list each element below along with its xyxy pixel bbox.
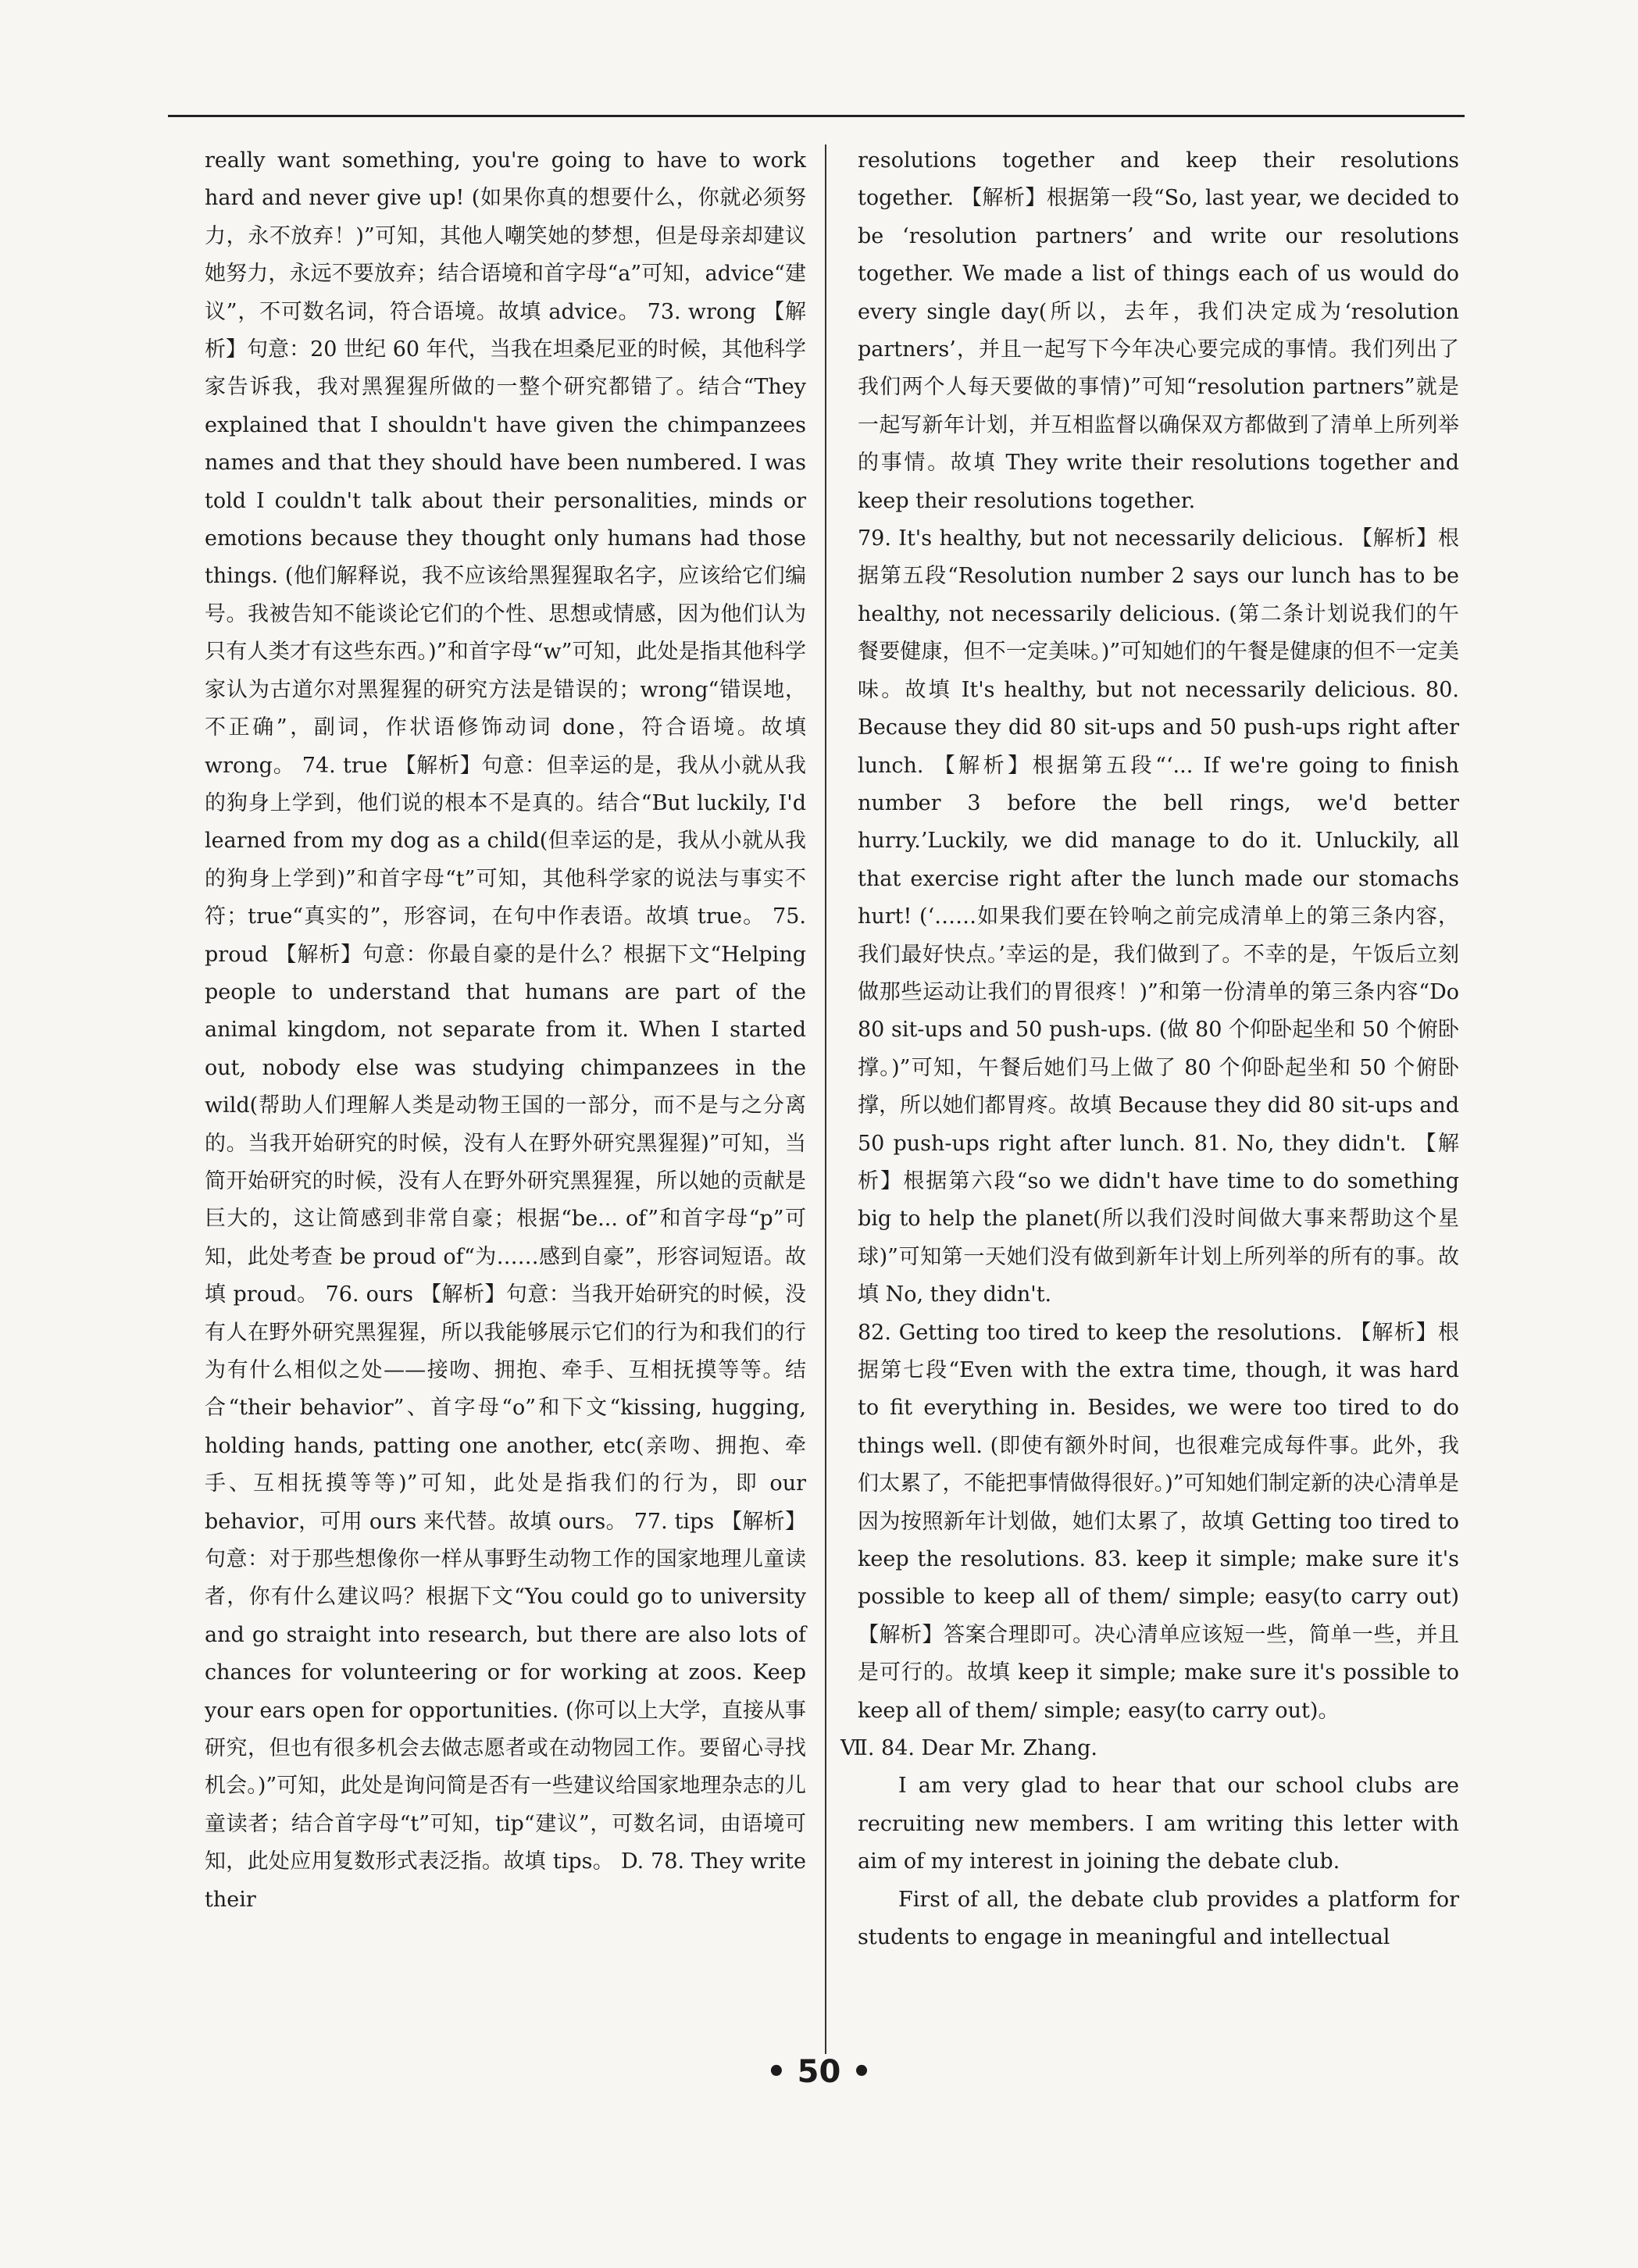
left-paragraph: really want something, you're going to have to work hard and never give up! (如果你真的想要什么，你就必须努力，永不放弃！)”可知，其他人嘲笑她的梦想，但是母亲却建议她努力，永远不要放弃；结合语境和首字母“a”可知，advice“建议”，不可数名词，符合语境。故填 advice。 73. wrong 【解析】句意：20 世纪 60 年代，当我在坦桑尼亚的时候，其他科学家告诉我，我对黑猩猩所做的一整个研究都错了。结合“They explained that I shouldn't have given the chimpanzees names and that they should have been numbered. I was told I couldn't talk about their personalities, minds or emotions because they thought only humans had those things. (他们解释说，我不应该给黑猩猩取名字，应该给它们编号。我被告知不能谈论它们的个性、思想或情感，因为他们认为只有人类才有这些东西。)”和首字母“w”可知，此处是指其他科学家认为古道尔对黑猩猩的研究方法是错误的；wrong“错误地，不正确”，副词，作状语修饰动词 done，符合语境。故填 wrong。 74. true 【解析】句意：但幸运的是，我从小就从我的狗身上学到，他们说的根本不是真的。结合“But luckily, I'd learned from my dog as a child(但幸运的是，我从小就从我的狗身上学到)”和首字母“t”可知，其他科学家的说法与事实不符；true“真实的”，形容词，在句中作表语。故填 true。 75. proud 【解析】句意：你最自豪的是什么？根据下文“Helping people to understand that humans are part of the animal kingdom, not separate from it. When I started out, nobody else was studying chimpanzees in the wild(帮助人们理解人类是动物王国的一部分，而不是与之分离的。当我开始研究的时候，没有人在野外研究黑猩猩)”可知，当简开始研究的时候，没有人在野外研究黑猩猩，所以她的贡献是巨大的，这让简感到非常自豪；根据“be... of”和首字母“p”可知，此处考查 be proud of“为……感到自豪”，形容词短语。故填 proud。 76. ours 【解析】句意：当我开始研究的时候，没有人在野外研究黑猩猩，所以我能够展示它们的行为和我们的行为有什么相似之处——接吻、拥抱、牵手、互相抚摸等等。结合“their behavior”、首字母“o”和下文“kissing, hugging, holding hands, patting one another, etc(亲吻、拥抱、牵手、互相抚摸等等)”可知，此处是指我们的行为，即 our behavior，可用 ours 来代替。故填 ours。 77. tips 【解析】句意：对于那些想像你一样从事野生动物工作的国家地理儿童读者，你有什么建议吗？根据下文“You could go to university and go straight into research, but there are also lots of chances for volunteering or for working at zoos. Keep your ears open for opportunities. (你可以上大学，直接从事研究，但也有很多机会去做志愿者或在动物园工作。要留心寻找机会。)”可知，此处是询问简是否有一些建议给国家地理杂志的儿童读者；结合首字母“t”可知，tip“建议”，可数名词，由语境可知，此处应用复数形式表泛指。故填 tips。 D. 78. They write their <box>205 148 806 1912</box>
essay-paragraph-1: I am very glad to hear that our school clubs are recruiting new members. I am writing this letter with aim of my interest in joining the debate club. <box>858 1774 1459 1874</box>
answers-82-83: 82. Getting too tired to keep the resolutions. 【解析】根据第七段“Even with the extra time, though, it was hard to fit everything in. Besides, we were too tired to do things well. (即使有额外时间，也很难完成每件事。此外，我们太累了，不能把事情做得很好。)”可知她们制定新的决心清单是因为按照新年计划做，她们太累了，故填 Getting too tired to keep the resolutions. 83. keep it simple; make sure it's possible to keep all of them/ simple; easy(to carry out) 【解析】答案合理即可。决心清单应该短一些，简单一些，并且是可行的。故填 keep it simple; make sure it's possible to keep all of them/ simple; easy(to carry out)。 <box>858 1320 1459 1723</box>
essay-heading: Ⅶ. 84. Dear Mr. Zhang. <box>840 1736 1097 1761</box>
essay-paragraph-2: First of all, the debate club provides a platform for students to engage in meaningful and intellectual <box>858 1887 1459 1950</box>
left-column <box>205 142 806 1919</box>
answers-79-81: 79. It's healthy, but not necessarily delicious. 【解析】根据第五段“Resolution number 2 says our lunch has to be healthy, not necessarily delicious. (第二条计划说我们的午餐要健康，但不一定美味。)”可知她们的午餐是健康的但不一定美味。故填 It's healthy, but not necessarily delicious. 80. Because they did 80 sit-ups and 50 push-ups right after lunch. 【解析】根据第五段“‘... If we're going to finish number 3 before the bell rings, we'd better hurry.’Luckily, we did manage to do it. Unluckily, all that exercise right after the lunch made our stomachs hurt! (‘……如果我们要在铃响之前完成清单上的第三条内容，我们最好快点。’幸运的是，我们做到了。不幸的是，午饭后立刻做那些运动让我们的胃很疼！)”和第一份清单的第三条内容“Do 80 sit-ups and 50 push-ups. (做 80 个仰卧起坐和 50 个俯卧撑。)”可知，午餐后她们马上做了 80 个仰卧起坐和 50 个俯卧撑，所以她们都胃疼。故填 Because they did 80 sit-ups and 50 push-ups right after lunch. 81. No, they didn't. 【解析】根据第六段“so we didn't have time to do something big to help the planet(所以我们没时间做大事来帮助这个星球)”可知第一天她们没有做到新年计划上所列举的所有的事。故填 No, they didn't. <box>858 526 1459 1307</box>
column-divider <box>825 144 826 2054</box>
top-rule <box>168 115 1465 117</box>
answer-78: resolutions together and keep their resolutions together. 【解析】根据第一段“So, last year, we decided to be ‘resolution partners’ and write our resolutions together. We made a list of things each of us would do every single day(所以，去年，我们决定成为‘resolution partners’，并且一起写下今年决心要完成的事情。我们列出了我们两个人每天要做的事情)”可知“resolution partners”就是一起写新年计划，并互相监督以确保双方都做到了清单上所列举的事情。故填 They write their resolutions together and keep their resolutions together. <box>858 148 1459 513</box>
right-column <box>840 142 1459 1957</box>
page-number: • 50 • <box>766 2054 872 2090</box>
